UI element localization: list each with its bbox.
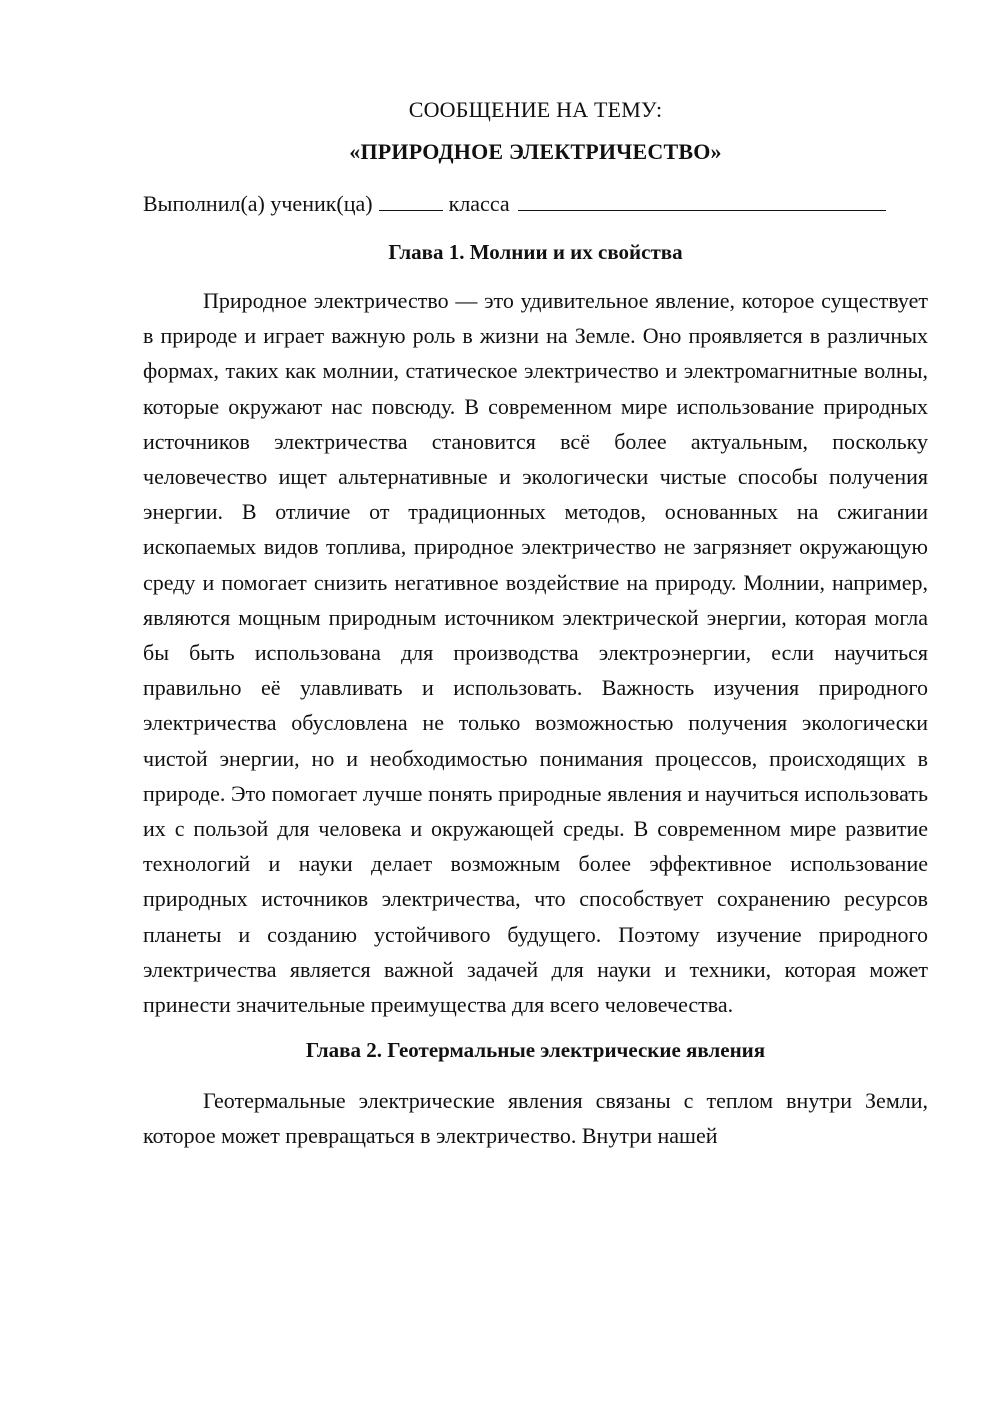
chapter-2-paragraph: Геотермальные электрические явления связаны с теплом внутри Земли, которое может превращаться в электричество. Внутри нашей [143, 1088, 928, 1149]
class-word: класса [448, 191, 510, 216]
document-title-line2: «ПРИРОДНОЕ ЭЛЕКТРИЧЕСТВО» [349, 139, 722, 164]
chapter-1-paragraph: Природное электричество — это удивительное явление, которое существует в природе и играет важную роль в жизни на Земле. Оно проявляется в различных формах, таких как молнии, статическое электричество и электромагнитные волны, которые окружают нас повсюду. В современном мире использование природных источников электричества становится всё более актуальным, поскольку человечество ищет альтернативные и экологически чистые способы получения энергии. В отличие от традиционных методов, основанных на сжигании ископаемых видов топлива, природное электричество не загрязняет окружающую среду и помогает снизить негативное воздействие на природу. Молнии, например, являются мощным природным источником электрической энергии, которая могла бы быть использована для производства электроэнергии, если научиться правильно её улавливать и использовать. Важность изучения природного электричества обусловлена не только возможностью получения экологически чистой энергии, но и необходимостью понимания процессов, происходящих в природе. Это помогает лучше понять природные явления и научиться использовать их с пользой для человека и окружающей среды. В современном мире развитие технологий и науки делает возможным более эффективное использование природных источников электричества, что способствует сохранению ресурсов планеты и созданию устойчивого будущего. Поэтому изучение природного электричества является важной задачей для науки и техники, которая может принести значительные преимущества для всего человечества. [143, 288, 928, 1018]
document-title-line1: СООБЩЕНИЕ НА ТЕМУ: [408, 97, 663, 122]
chapter-2-heading: Глава 2. Геотермальные электрические явления [305, 1038, 766, 1063]
chapter-1-heading: Глава 1. Молнии и их свойства [388, 240, 683, 264]
class-name-blank [518, 188, 886, 211]
grade-blank [379, 188, 443, 211]
document-content [143, 92, 928, 1154]
author-line [143, 187, 928, 221]
author-prefix: Выполнил(а) ученик(ца) [143, 191, 373, 216]
